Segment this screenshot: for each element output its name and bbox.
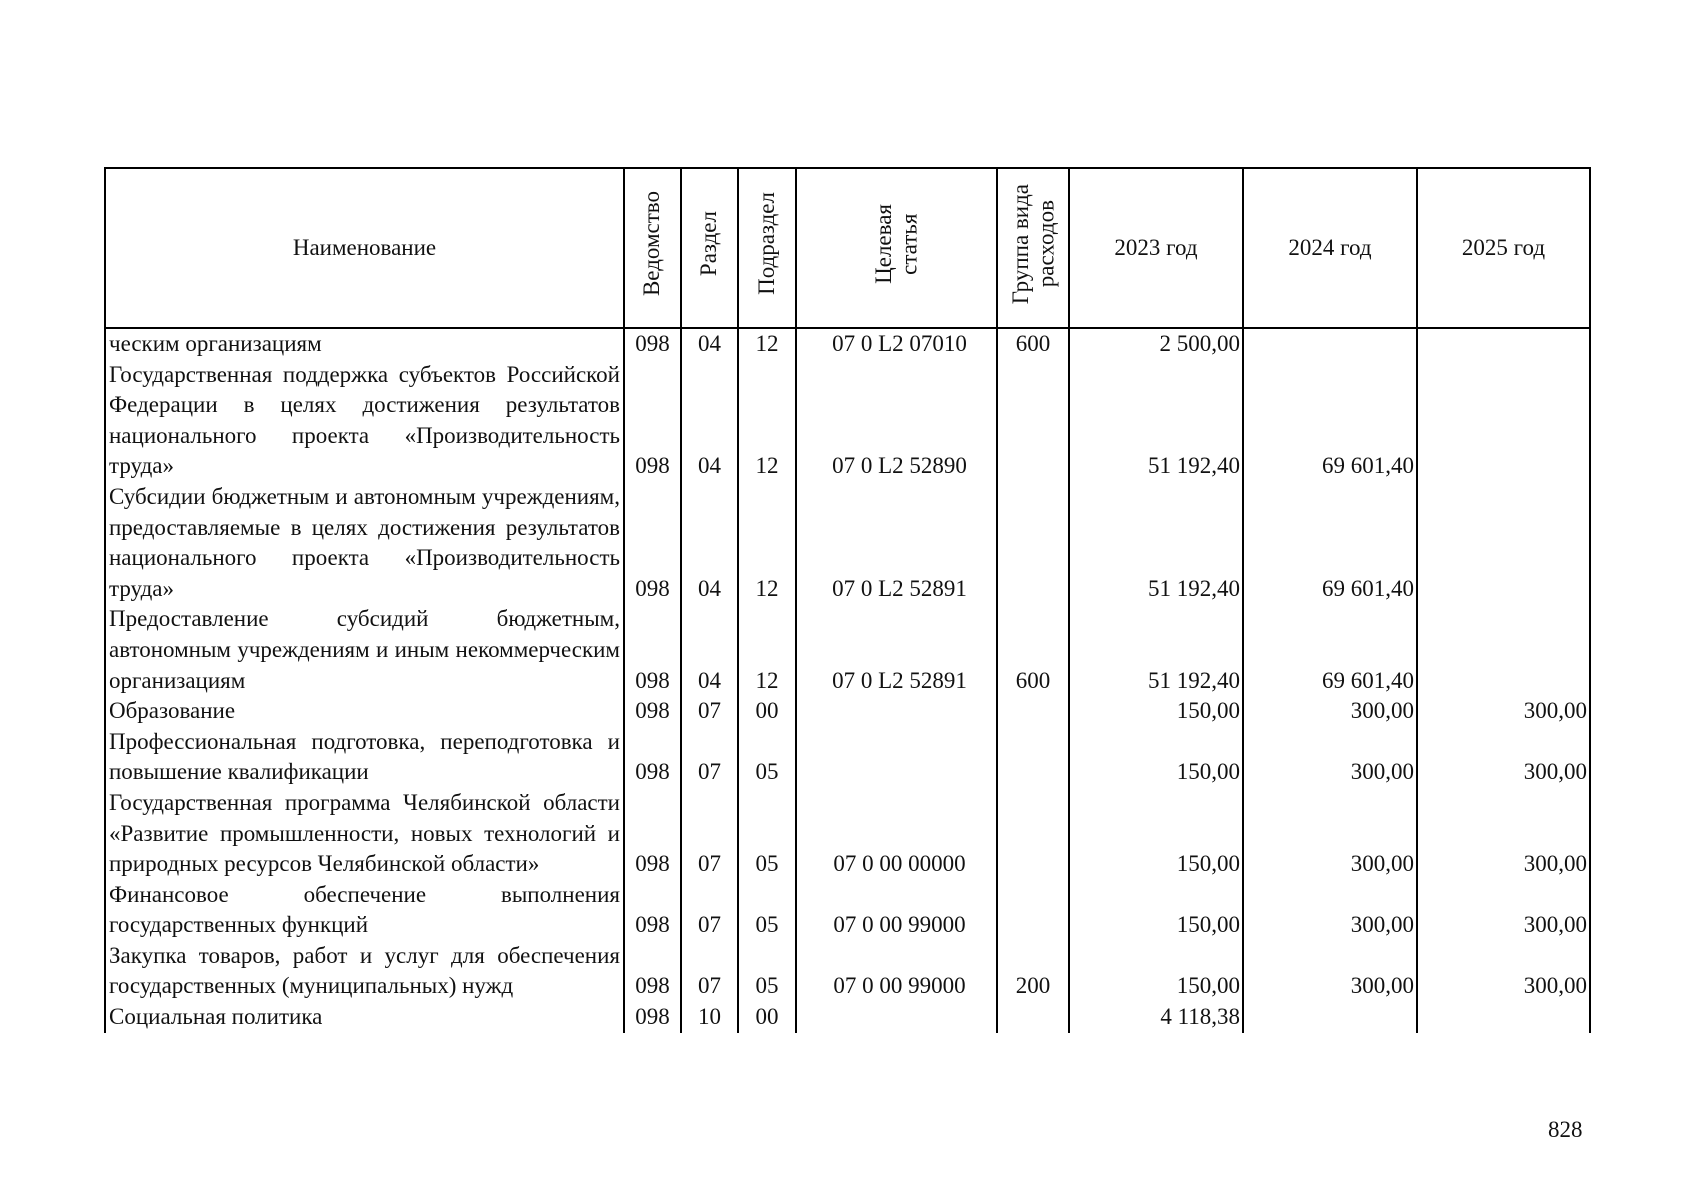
cell-y2023: 51 192,40 bbox=[1069, 604, 1243, 696]
cell-sec: 07 bbox=[681, 880, 738, 941]
cell-sub: 05 bbox=[738, 880, 796, 941]
cell-sub: 05 bbox=[738, 727, 796, 788]
cell-y2023: 150,00 bbox=[1069, 696, 1243, 727]
cell-y2023: 150,00 bbox=[1069, 880, 1243, 941]
table-row bbox=[105, 328, 1590, 360]
cell-group bbox=[997, 880, 1069, 941]
cell-name: Образование bbox=[105, 696, 624, 727]
cell-name: Закупка товаров, работ и услуг для обеспечения государственных (муниципальных) нужд bbox=[105, 941, 624, 1002]
cell-y2025 bbox=[1417, 328, 1590, 360]
table-body bbox=[105, 328, 1590, 1033]
header-subsection: Подраздел bbox=[738, 168, 796, 328]
table-row bbox=[105, 604, 1590, 696]
header-2024: 2024 год bbox=[1243, 168, 1417, 328]
cell-sub: 05 bbox=[738, 941, 796, 1002]
cell-target: 07 0 L2 52890 bbox=[796, 360, 997, 482]
cell-y2024: 69 601,40 bbox=[1243, 604, 1417, 696]
table-row bbox=[105, 880, 1590, 941]
cell-sec: 07 bbox=[681, 788, 738, 880]
cell-y2025: 300,00 bbox=[1417, 941, 1590, 1002]
cell-name: Предоставление субсидий бюджетным, автономным учреждениям и иным некоммерческим организациям bbox=[105, 604, 624, 696]
cell-dept: 098 bbox=[624, 880, 681, 941]
header-2025: 2025 год bbox=[1417, 168, 1590, 328]
cell-dept: 098 bbox=[624, 941, 681, 1002]
table-header-row bbox=[105, 168, 1590, 328]
cell-name: Социальная политика bbox=[105, 1002, 624, 1033]
cell-group bbox=[997, 788, 1069, 880]
cell-y2023: 51 192,40 bbox=[1069, 360, 1243, 482]
cell-sec: 04 bbox=[681, 604, 738, 696]
cell-target bbox=[796, 1002, 997, 1033]
cell-sec: 04 bbox=[681, 328, 738, 360]
cell-y2025 bbox=[1417, 604, 1590, 696]
header-group: Группа вида расходов bbox=[997, 168, 1069, 328]
cell-dept: 098 bbox=[624, 696, 681, 727]
cell-group: 600 bbox=[997, 328, 1069, 360]
cell-y2023: 51 192,40 bbox=[1069, 482, 1243, 604]
table-row bbox=[105, 941, 1590, 1002]
cell-group bbox=[997, 727, 1069, 788]
table-row bbox=[105, 727, 1590, 788]
cell-y2024: 69 601,40 bbox=[1243, 360, 1417, 482]
cell-sec: 07 bbox=[681, 696, 738, 727]
header-dept: Ведомство bbox=[624, 168, 681, 328]
cell-sec: 04 bbox=[681, 360, 738, 482]
cell-name: Субсидии бюджетным и автономным учреждениям, предоставляемые в целях достижения результатов национального проекта «Производительность труда» bbox=[105, 482, 624, 604]
cell-sec: 07 bbox=[681, 941, 738, 1002]
cell-target: 07 0 00 99000 bbox=[796, 880, 997, 941]
cell-group: 600 bbox=[997, 604, 1069, 696]
cell-target: 07 0 L2 52891 bbox=[796, 604, 997, 696]
cell-dept: 098 bbox=[624, 727, 681, 788]
cell-y2023: 2 500,00 bbox=[1069, 328, 1243, 360]
cell-name: ческим организациям bbox=[105, 328, 624, 360]
cell-target: 07 0 L2 52891 bbox=[796, 482, 997, 604]
cell-sec: 10 bbox=[681, 1002, 738, 1033]
cell-dept: 098 bbox=[624, 604, 681, 696]
cell-name: Государственная программа Челябинской области «Развитие промышленности, новых технологий и природных ресурсов Челябинской области» bbox=[105, 788, 624, 880]
cell-group: 200 bbox=[997, 941, 1069, 1002]
cell-y2025: 300,00 bbox=[1417, 727, 1590, 788]
cell-y2024: 300,00 bbox=[1243, 788, 1417, 880]
cell-y2025: 300,00 bbox=[1417, 788, 1590, 880]
cell-group bbox=[997, 1002, 1069, 1033]
header-name: Наименование bbox=[105, 168, 624, 328]
table-row bbox=[105, 360, 1590, 482]
cell-dept: 098 bbox=[624, 482, 681, 604]
cell-y2024: 69 601,40 bbox=[1243, 482, 1417, 604]
header-2023: 2023 год bbox=[1069, 168, 1243, 328]
cell-y2024: 300,00 bbox=[1243, 941, 1417, 1002]
table-row bbox=[105, 696, 1590, 727]
cell-group bbox=[997, 696, 1069, 727]
cell-target: 07 0 00 00000 bbox=[796, 788, 997, 880]
cell-dept: 098 bbox=[624, 1002, 681, 1033]
table-row bbox=[105, 1002, 1590, 1033]
cell-target: 07 0 00 99000 bbox=[796, 941, 997, 1002]
cell-y2024: 300,00 bbox=[1243, 880, 1417, 941]
cell-target bbox=[796, 727, 997, 788]
cell-sec: 07 bbox=[681, 727, 738, 788]
cell-y2025 bbox=[1417, 360, 1590, 482]
cell-sub: 12 bbox=[738, 604, 796, 696]
cell-name: Финансовое обеспечение выполнения государственных функций bbox=[105, 880, 624, 941]
cell-dept: 098 bbox=[624, 360, 681, 482]
cell-target: 07 0 L2 07010 bbox=[796, 328, 997, 360]
header-section: Раздел bbox=[681, 168, 738, 328]
cell-group bbox=[997, 482, 1069, 604]
table-row bbox=[105, 482, 1590, 604]
cell-y2025 bbox=[1417, 482, 1590, 604]
cell-sub: 12 bbox=[738, 328, 796, 360]
cell-group bbox=[997, 360, 1069, 482]
cell-sub: 12 bbox=[738, 482, 796, 604]
cell-target bbox=[796, 696, 997, 727]
cell-y2024: 300,00 bbox=[1243, 727, 1417, 788]
budget-table bbox=[104, 167, 1591, 1033]
cell-sub: 00 bbox=[738, 1002, 796, 1033]
header-target: Целевая статья bbox=[796, 168, 997, 328]
cell-sub: 12 bbox=[738, 360, 796, 482]
cell-name: Профессиональная подготовка, переподготовка и повышение квалификации bbox=[105, 727, 624, 788]
cell-sub: 05 bbox=[738, 788, 796, 880]
cell-y2023: 150,00 bbox=[1069, 727, 1243, 788]
cell-y2023: 150,00 bbox=[1069, 788, 1243, 880]
cell-y2025 bbox=[1417, 1002, 1590, 1033]
cell-sec: 04 bbox=[681, 482, 738, 604]
cell-dept: 098 bbox=[624, 328, 681, 360]
cell-dept: 098 bbox=[624, 788, 681, 880]
cell-y2024 bbox=[1243, 328, 1417, 360]
cell-y2025: 300,00 bbox=[1417, 880, 1590, 941]
table-row bbox=[105, 788, 1590, 880]
cell-name: Государственная поддержка субъектов Российской Федерации в целях достижения результатов национального проекта «Производительность труда» bbox=[105, 360, 624, 482]
cell-y2024 bbox=[1243, 1002, 1417, 1033]
cell-y2025: 300,00 bbox=[1417, 696, 1590, 727]
cell-y2024: 300,00 bbox=[1243, 696, 1417, 727]
cell-sub: 00 bbox=[738, 696, 796, 727]
page-number: 828 bbox=[1548, 1117, 1583, 1142]
cell-y2023: 4 118,38 bbox=[1069, 1002, 1243, 1033]
cell-y2023: 150,00 bbox=[1069, 941, 1243, 1002]
